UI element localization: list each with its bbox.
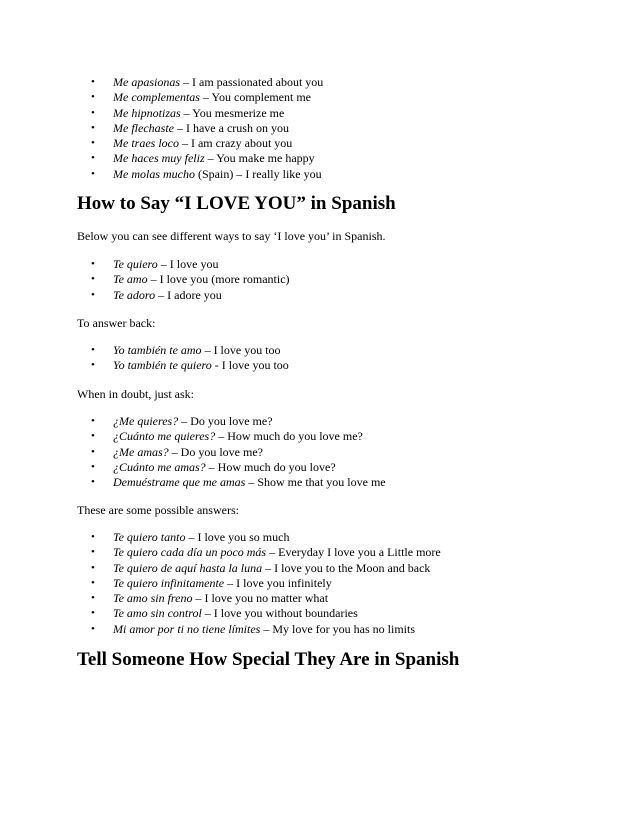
english-translation: I love you too [213,343,281,357]
spanish-phrase: Me hipnotizas [113,105,181,120]
english-translation: I am crazy about you [190,136,293,151]
phrase-separator: – [204,151,217,166]
phrase-list-i-love-you [0,257,638,303]
bullet-icon: • [91,106,95,119]
phrase-separator: – [262,560,275,575]
answer-back-paragraph: To answer back: [77,316,156,330]
english-translation: I really like you [245,166,322,181]
spanish-phrase: Demuéstrame que me amas [113,475,246,490]
phrase-separator: (Spain) – [194,166,246,181]
heading-tell-someone-special: Tell Someone How Special They Are in Spanish [77,649,460,670]
english-translation: I am passionated about you [192,75,324,89]
phrase-separator: – [178,414,191,428]
phrase-separator: – [147,272,160,287]
english-translation: I love you infinitely [236,575,332,590]
spanish-phrase: Mi amor por ti no tiene límites [113,621,261,636]
when-in-doubt-paragraph: When in doubt, just ask: [77,387,194,401]
spanish-phrase: Me apasionas [113,75,180,89]
bullet-icon: • [91,344,95,356]
english-translation: Show me that you love me [257,475,386,490]
phrase-list-answers [0,530,638,637]
english-translation: I love you without boundaries [213,606,358,621]
phrase-separator: – [168,444,181,459]
phrase-separator: – [180,105,193,120]
bullet-icon: • [91,476,95,489]
bullet-icon: • [91,531,95,543]
english-translation: I love you no matter what [204,591,329,606]
bullet-icon: • [91,137,95,150]
list-item [0,136,638,151]
english-translation: I adore you [167,287,222,302]
bullet-icon: • [91,460,95,473]
english-translation: You mesmerize me [192,105,285,120]
phrase-separator: – [201,343,214,357]
spanish-phrase: ¿Me amas? [113,444,169,459]
spanish-phrase: Te quiero [113,257,158,271]
spanish-phrase: Te amo sin control [113,606,202,621]
bullet-icon: • [91,607,95,620]
spanish-phrase: Yo también te quiero [113,358,212,373]
english-translation: I love you too [221,358,289,373]
english-translation: I love you to the Moon and back [274,560,431,575]
phrase-separator: – [245,475,258,490]
phrase-separator: – [199,90,212,105]
phrase-separator: – [266,545,279,560]
spanish-phrase: Te quiero tanto [113,530,186,544]
list-item [0,530,638,545]
spanish-phrase: ¿Cuánto me amas? [113,459,206,474]
phrase-separator: – [205,459,218,474]
spanish-phrase: Me haces muy feliz [113,151,205,166]
list-item [0,429,638,444]
phrase-list-questions [0,414,638,490]
phrase-separator: – [201,606,214,621]
phrase-separator: – [173,120,186,135]
english-translation: Do you love me? [190,414,273,428]
list-item [0,606,638,621]
phrase-list-compliments [0,75,638,182]
list-item [0,106,638,121]
english-translation: How much do you love me? [227,429,363,444]
phrase-separator: – [157,257,170,271]
spanish-phrase: Me complementas [113,90,200,105]
bullet-icon: • [91,152,95,165]
bullet-icon: • [91,546,95,559]
english-translation: You make me happy [216,151,315,166]
list-item [0,288,638,303]
list-item [0,257,638,272]
list-item [0,576,638,591]
list-item [0,272,638,287]
bullet-icon: • [91,415,95,427]
list-item [0,75,638,90]
spanish-phrase: Yo también te amo [113,343,202,357]
spanish-phrase: ¿Cuánto me quieres? [113,429,216,444]
spanish-phrase: Te amo [113,272,148,287]
list-item [0,358,638,373]
list-item [0,545,638,560]
spanish-phrase: Te quiero cada día un poco más [113,545,267,560]
phrase-separator: - [211,358,222,373]
bullet-icon: • [91,445,95,458]
list-item [0,460,638,475]
bullet-icon: • [91,561,95,574]
spanish-phrase: Me molas mucho [113,166,195,181]
list-item [0,90,638,105]
spanish-phrase: Me traes loco [113,136,179,151]
list-item [0,591,638,606]
english-translation: How much do you love? [217,459,336,474]
intro-paragraph: Below you can see different ways to say ‘I love you’ in Spanish. [77,229,386,243]
phrase-separator: – [260,621,273,636]
list-item [0,343,638,358]
list-item [0,475,638,490]
list-item [0,622,638,637]
bullet-icon: • [91,622,95,635]
bullet-icon: • [91,288,95,301]
possible-answers-paragraph: These are some possible answers: [77,503,239,517]
spanish-phrase: Te quiero de aquí hasta la luna [113,560,263,575]
phrase-separator: – [185,530,198,544]
list-item [0,445,638,460]
english-translation: I love you (more romantic) [159,272,290,287]
bullet-icon: • [91,273,95,286]
bullet-icon: • [91,258,95,270]
bullet-icon: • [91,91,95,104]
heading-how-to-say-i-love-you: How to Say “I LOVE YOU” in Spanish [77,193,396,214]
list-item [0,561,638,576]
bullet-icon: • [91,359,95,372]
bullet-icon: • [91,167,95,180]
phrase-separator: – [178,136,191,151]
bullet-icon: • [91,121,95,134]
phrase-separator: – [192,591,205,606]
bullet-icon: • [91,76,95,88]
english-translation: You complement me [211,90,311,105]
phrase-separator: – [180,75,192,89]
bullet-icon: • [91,592,95,605]
phrase-list-answer-back [0,343,638,374]
bullet-icon: • [91,576,95,589]
spanish-phrase: Te amo sin freno [113,591,193,606]
spanish-phrase: Te adoro [113,287,156,302]
phrase-separator: – [155,287,168,302]
list-item [0,167,638,182]
english-translation: Everyday I love you a Little more [278,545,441,560]
phrase-separator: – [224,575,237,590]
list-item [0,414,638,429]
english-translation: I love you [169,257,219,271]
spanish-phrase: Te quiero infinitamente [113,575,225,590]
english-translation: I love you so much [197,530,290,544]
bullet-icon: • [91,430,95,443]
english-translation: My love for you has no limits [272,621,415,636]
english-translation: Do you love me? [180,444,263,459]
spanish-phrase: Me flechaste [113,120,174,135]
list-item [0,121,638,136]
list-item [0,151,638,166]
english-translation: I have a crush on you [185,120,289,135]
spanish-phrase: ¿Me quieres? [113,414,179,428]
phrase-separator: – [215,429,228,444]
